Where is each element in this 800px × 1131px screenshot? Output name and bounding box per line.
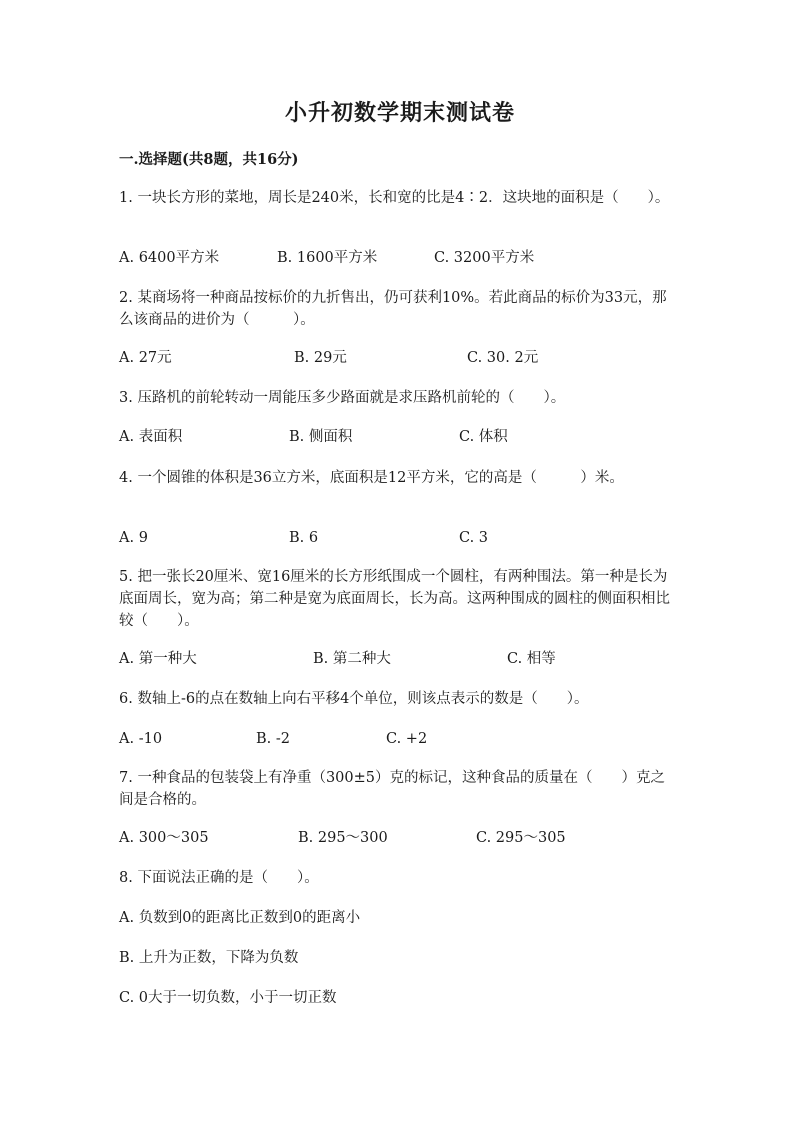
question-3-stem: 3. 压路机的前轮转动一周能压多少路面就是求压路机前轮的（ ）。 bbox=[119, 390, 566, 406]
question-8-option-b: B. 上升为正数，下降为负数 bbox=[119, 950, 299, 966]
question-7-option-a: A. 300～305 bbox=[119, 830, 209, 846]
question-3-option-b: B. 侧面积 bbox=[289, 429, 353, 445]
question-4-option-a: A. 9 bbox=[119, 530, 148, 546]
question-6-option-a: A. -10 bbox=[119, 731, 163, 747]
question-6-stem: 6. 数轴上-6的点在数轴上向右平移4个单位，则该点表示的数是（ ）。 bbox=[119, 691, 589, 707]
page-title: 小升初数学期末测试卷 bbox=[284, 100, 515, 126]
question-8-stem: 8. 下面说法正确的是（ ）。 bbox=[119, 870, 319, 886]
question-7-option-b: B. 295～300 bbox=[298, 830, 388, 846]
question-1-stem: 1. 一块长方形的菜地，周长是240米，长和宽的比是4∶2．这块地的面积是（ ）。 bbox=[119, 190, 670, 206]
question-7-stem: 7. 一种食品的包装袋上有净重（300±5）克的标记，这种食品的质量在（ ）克之间是合格的。 bbox=[119, 770, 665, 808]
question-2-stem: 2. 某商场将一种商品按标价的九折售出，仍可获利10%。若此商品的标价为33元，那么该商品的进价为（ ）。 bbox=[119, 290, 667, 328]
question-4-option-c: C. 3 bbox=[459, 530, 489, 546]
question-5-stem: 5. 把一张长20厘米、宽16厘米的长方形纸围成一个圆柱，有两种围法。第一种是长为底面周长，宽为高；第二种是宽为底面周长，长为高。这两种围成的圆柱的侧面积相比较（ ）。 bbox=[119, 569, 670, 629]
question-4-stem: 4. 一个圆锥的体积是36立方米，底面积是12平方米，它的高是（ ）米。 bbox=[119, 470, 624, 486]
question-5-option-b: B. 第二种大 bbox=[313, 651, 391, 667]
question-7-option-c: C. 295～305 bbox=[476, 830, 566, 846]
question-5-option-c: C. 相等 bbox=[507, 651, 556, 667]
question-6-option-b: B. -2 bbox=[256, 731, 290, 747]
question-1-option-b: B. 1600平方米 bbox=[277, 250, 378, 266]
question-2-option-a: A. 27元 bbox=[119, 350, 172, 366]
question-8-option-c: C. 0大于一切负数，小于一切正数 bbox=[119, 990, 337, 1006]
question-1-option-c: C. 3200平方米 bbox=[434, 250, 535, 266]
section-heading: 一.选择题(共8题，共16分) bbox=[119, 151, 299, 168]
question-5-option-a: A. 第一种大 bbox=[119, 651, 197, 667]
question-6-option-c: C. +2 bbox=[386, 731, 428, 747]
question-3-option-a: A. 表面积 bbox=[119, 429, 183, 445]
question-4-option-b: B. 6 bbox=[289, 530, 319, 546]
question-1-option-a: A. 6400平方米 bbox=[119, 250, 220, 266]
question-2-option-c: C. 30. 2元 bbox=[467, 350, 539, 366]
question-8-option-a: A. 负数到0的距离比正数到0的距离小 bbox=[119, 910, 361, 926]
question-3-option-c: C. 体积 bbox=[459, 429, 508, 445]
question-2-option-b: B. 29元 bbox=[294, 350, 347, 366]
